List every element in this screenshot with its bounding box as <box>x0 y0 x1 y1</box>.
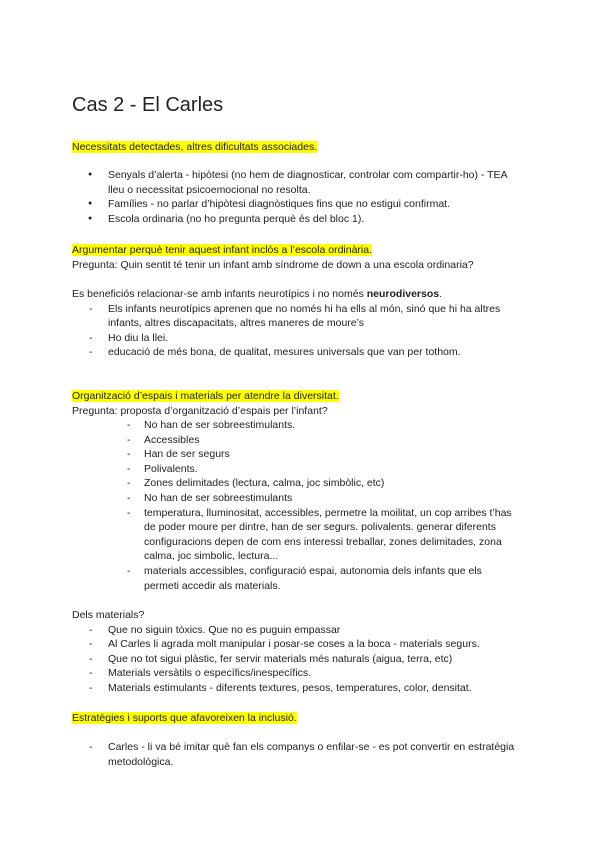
list-item: ● Famílies - no parlar d’hipòtesi diagnòstiques fins que no estigui confirmat. <box>72 197 524 212</box>
strategies-list <box>72 740 524 769</box>
argue-body <box>72 287 524 360</box>
list-item: - materials accessibles, configuració espai, autonomia dels infants que els permeti accedir als materials. <box>127 564 482 592</box>
page-title: Cas 2 - El Carles <box>72 94 224 116</box>
list-item: - temperatura, lluminositat, accessibles, permetre la moilitat, un cop arribes t’has de poder moure per dintre, han de ser segurs. polivalents. generar diferents configuracions depen de com ens interessi treballar, zones delimitades, zona calma, joc simbolic, lectura... <box>127 506 512 563</box>
list-item: - Els infants neurotípics aprenen que no només hi ha ells al món, sinó que hi ha altres infants, altres discapacitats, altres maneres de moure’s <box>89 302 501 330</box>
section-heading-organization: Organització d’espais i materials per atendre la diversitat. <box>72 390 339 402</box>
question-argue: Pregunta: Quin sentit té tenir un infant amb síndrome de down a una escola ordinaria? <box>72 258 474 271</box>
section-organization <box>72 389 542 418</box>
section-heading-needs: Necessitats detectades, altres dificultats associades. <box>72 141 318 153</box>
needs-list <box>72 168 524 226</box>
materials-block <box>72 608 524 696</box>
list-item: - Zones delimitades (lectura, calma, joc simbòlic, etc) <box>127 477 385 490</box>
list-item: - Han de ser segurs <box>127 448 230 461</box>
list-item: - Que no tot sigui plàstic, fer servir materials més naturals (aigua, terra, etc) <box>89 652 453 665</box>
list-item: ● Escola ordinaria (no ho pregunta perquè és del bloc 1). <box>72 212 524 227</box>
intro-paragraph: Es beneficiós relacionar-se amb infants neurotípics i no només neurodiversos. <box>72 288 443 300</box>
list-item: - Ho diu la llei. <box>89 331 169 344</box>
list-item: - No han de ser sobreestimulants. <box>127 419 296 431</box>
section-heading-argue: Argumentar perquè tenir aquest infant inclòs a l’escola ordinària. <box>72 244 373 256</box>
needs-list-wrap <box>72 168 524 226</box>
section-needs <box>72 140 532 155</box>
organization-list-wrap <box>72 418 516 593</box>
list-item: - No han de ser sobreestimulants <box>127 491 293 504</box>
list-item: - Materials estimulants - diferents textures, pesos, temperatures, color, densitat. <box>89 681 472 694</box>
list-item: - Polivalents. <box>127 462 198 475</box>
list-item: ● Senyals d’alerta - hipòtesi (no hem de diagnosticar, controlar com compartir-ho) - TEA lleu o necessitat psicoemocional no resolta. <box>72 168 524 197</box>
list-item: - educació de més bona, de qualitat, mesures universals que van per tothom. <box>89 346 461 359</box>
section-argue <box>72 243 542 272</box>
list-item: - Carles - li va bé imitar què fan els companys o enfilar-se - es pot convertir en estratègia metodològica. <box>89 741 515 768</box>
question-organization: Pregunta: proposta d’organització d’espais per l’infant? <box>72 404 328 417</box>
intro-bold-term: neurodiversos <box>366 288 440 300</box>
section-strategies <box>72 711 532 726</box>
materials-question: Dels materials? <box>72 609 145 621</box>
strategies-list-wrap <box>72 740 524 769</box>
argue-list <box>72 302 524 360</box>
organization-list <box>72 418 516 593</box>
list-item: - Al Carles li agrada molt manipular i posar-se coses a la boca - materials segurs. <box>89 638 480 651</box>
section-heading-strategies: Estratègies i suports que afavoreixen la inclusió. <box>72 712 297 724</box>
materials-list <box>72 623 524 696</box>
list-item: - Materials versàtils o específics/inespecífics. <box>89 667 312 680</box>
list-item: - Que no siguin tòxics. Que no es puguin empassar <box>89 623 341 636</box>
list-item: - Accessibles <box>127 433 200 446</box>
